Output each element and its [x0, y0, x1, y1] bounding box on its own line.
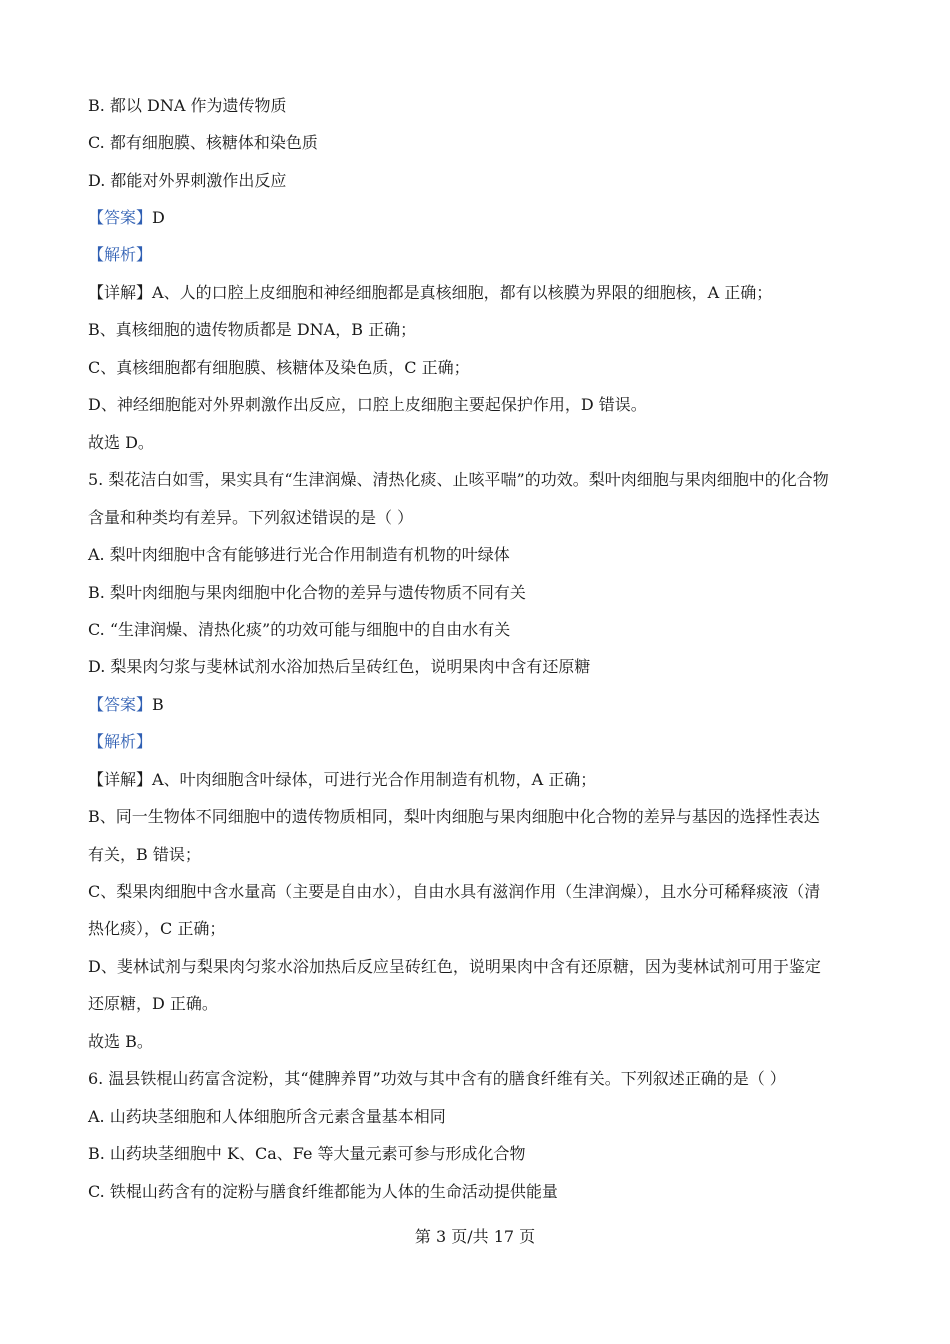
q4-detail-3: C、真核细胞都有细胞膜、核糖体及染色质，C 正确；	[88, 358, 470, 377]
q5-option-b: B. 梨叶肉细胞与果肉细胞中化合物的差异与遗传物质不同有关	[88, 583, 526, 602]
q6-stem: 6. 温县铁棍山药富含淀粉，其“健脾养胃”功效与其中含有的膳食纤维有关。下列叙述正确的是（ ）	[88, 1069, 786, 1088]
q4-detail-1	[88, 282, 772, 304]
answer-value: B	[152, 695, 164, 714]
q4-detail-2: B、真核细胞的遗传物质都是 DNA，B 正确；	[88, 320, 417, 339]
q5-stem-2: 含量和种类均有差异。下列叙述错误的是（ ）	[88, 508, 414, 527]
q4-option-c: C. 都有细胞膜、核糖体和染色质	[88, 133, 318, 152]
page-footer: 第 3 页/共 17 页	[414, 1227, 536, 1246]
q5-option-a: A. 梨叶肉细胞中含有能够进行光合作用制造有机物的叶绿体	[88, 545, 510, 564]
q4-answer-line	[88, 207, 165, 229]
q5-answer-line	[88, 694, 164, 716]
q5-detail-3a: C、梨果肉细胞中含水量高（主要是自由水），自由水具有滋润作用（生津润燥），且水分可稀释痰液（清	[88, 882, 821, 901]
q5-detail-1	[88, 769, 596, 791]
q4-detail-4: D、神经细胞能对外界刺激作出反应，口腔上皮细胞主要起保护作用，D 错误。	[88, 395, 647, 414]
answer-tag: 【答案】	[88, 208, 153, 227]
detail-tag: 【详解】	[88, 770, 153, 789]
detail-text: A、人的口腔上皮细胞和神经细胞都是真核细胞，都有以核膜为界限的细胞核，A 正确；	[152, 283, 773, 302]
q6-option-a: A. 山药块茎细胞和人体细胞所含元素含量基本相同	[88, 1107, 446, 1126]
q6-option-b: B. 山药块茎细胞中 K、Ca、Fe 等大量元素可参与形成化合物	[88, 1144, 526, 1163]
q5-analysis-tag: 【解析】	[88, 732, 153, 751]
answer-value: D	[152, 208, 165, 227]
q5-detail-2a: B、同一生物体不同细胞中的遗传物质相同，梨叶肉细胞与果肉细胞中化合物的差异与基因的选择性表达	[88, 807, 820, 826]
q5-stem-1: 5. 梨花洁白如雪，果实具有“生津润燥、清热化痰、止咳平喘”的功效。梨叶肉细胞与果肉细胞中的化合物	[88, 470, 829, 489]
detail-tag: 【详解】	[88, 283, 153, 302]
q5-option-c: C. “生津润燥、清热化痰”的功效可能与细胞中的自由水有关	[88, 620, 511, 639]
q5-option-d: D. 梨果肉匀浆与斐林试剂水浴加热后呈砖红色，说明果肉中含有还原糖	[88, 657, 591, 676]
q5-detail-4a: D、斐林试剂与梨果肉匀浆水浴加热后反应呈砖红色，说明果肉中含有还原糖，因为斐林试剂可用于鉴定	[88, 957, 821, 976]
q6-option-c: C. 铁棍山药含有的淀粉与膳食纤维都能为人体的生命活动提供能量	[88, 1182, 558, 1201]
detail-text: A、叶肉细胞含叶绿体，可进行光合作用制造有机物，A 正确；	[152, 770, 597, 789]
q5-detail-3b: 热化痰），C 正确；	[88, 919, 226, 938]
q4-analysis-tag: 【解析】	[88, 245, 153, 264]
q4-option-b: B. 都以 DNA 作为遗传物质	[88, 96, 287, 115]
q4-conclusion: 故选 D。	[88, 433, 154, 452]
q4-option-d: D. 都能对外界刺激作出反应	[88, 171, 287, 190]
q5-conclusion: 故选 B。	[88, 1032, 153, 1051]
q5-detail-4b: 还原糖，D 正确。	[88, 994, 218, 1013]
answer-tag: 【答案】	[88, 695, 153, 714]
q5-detail-2b: 有关，B 错误；	[88, 845, 201, 864]
